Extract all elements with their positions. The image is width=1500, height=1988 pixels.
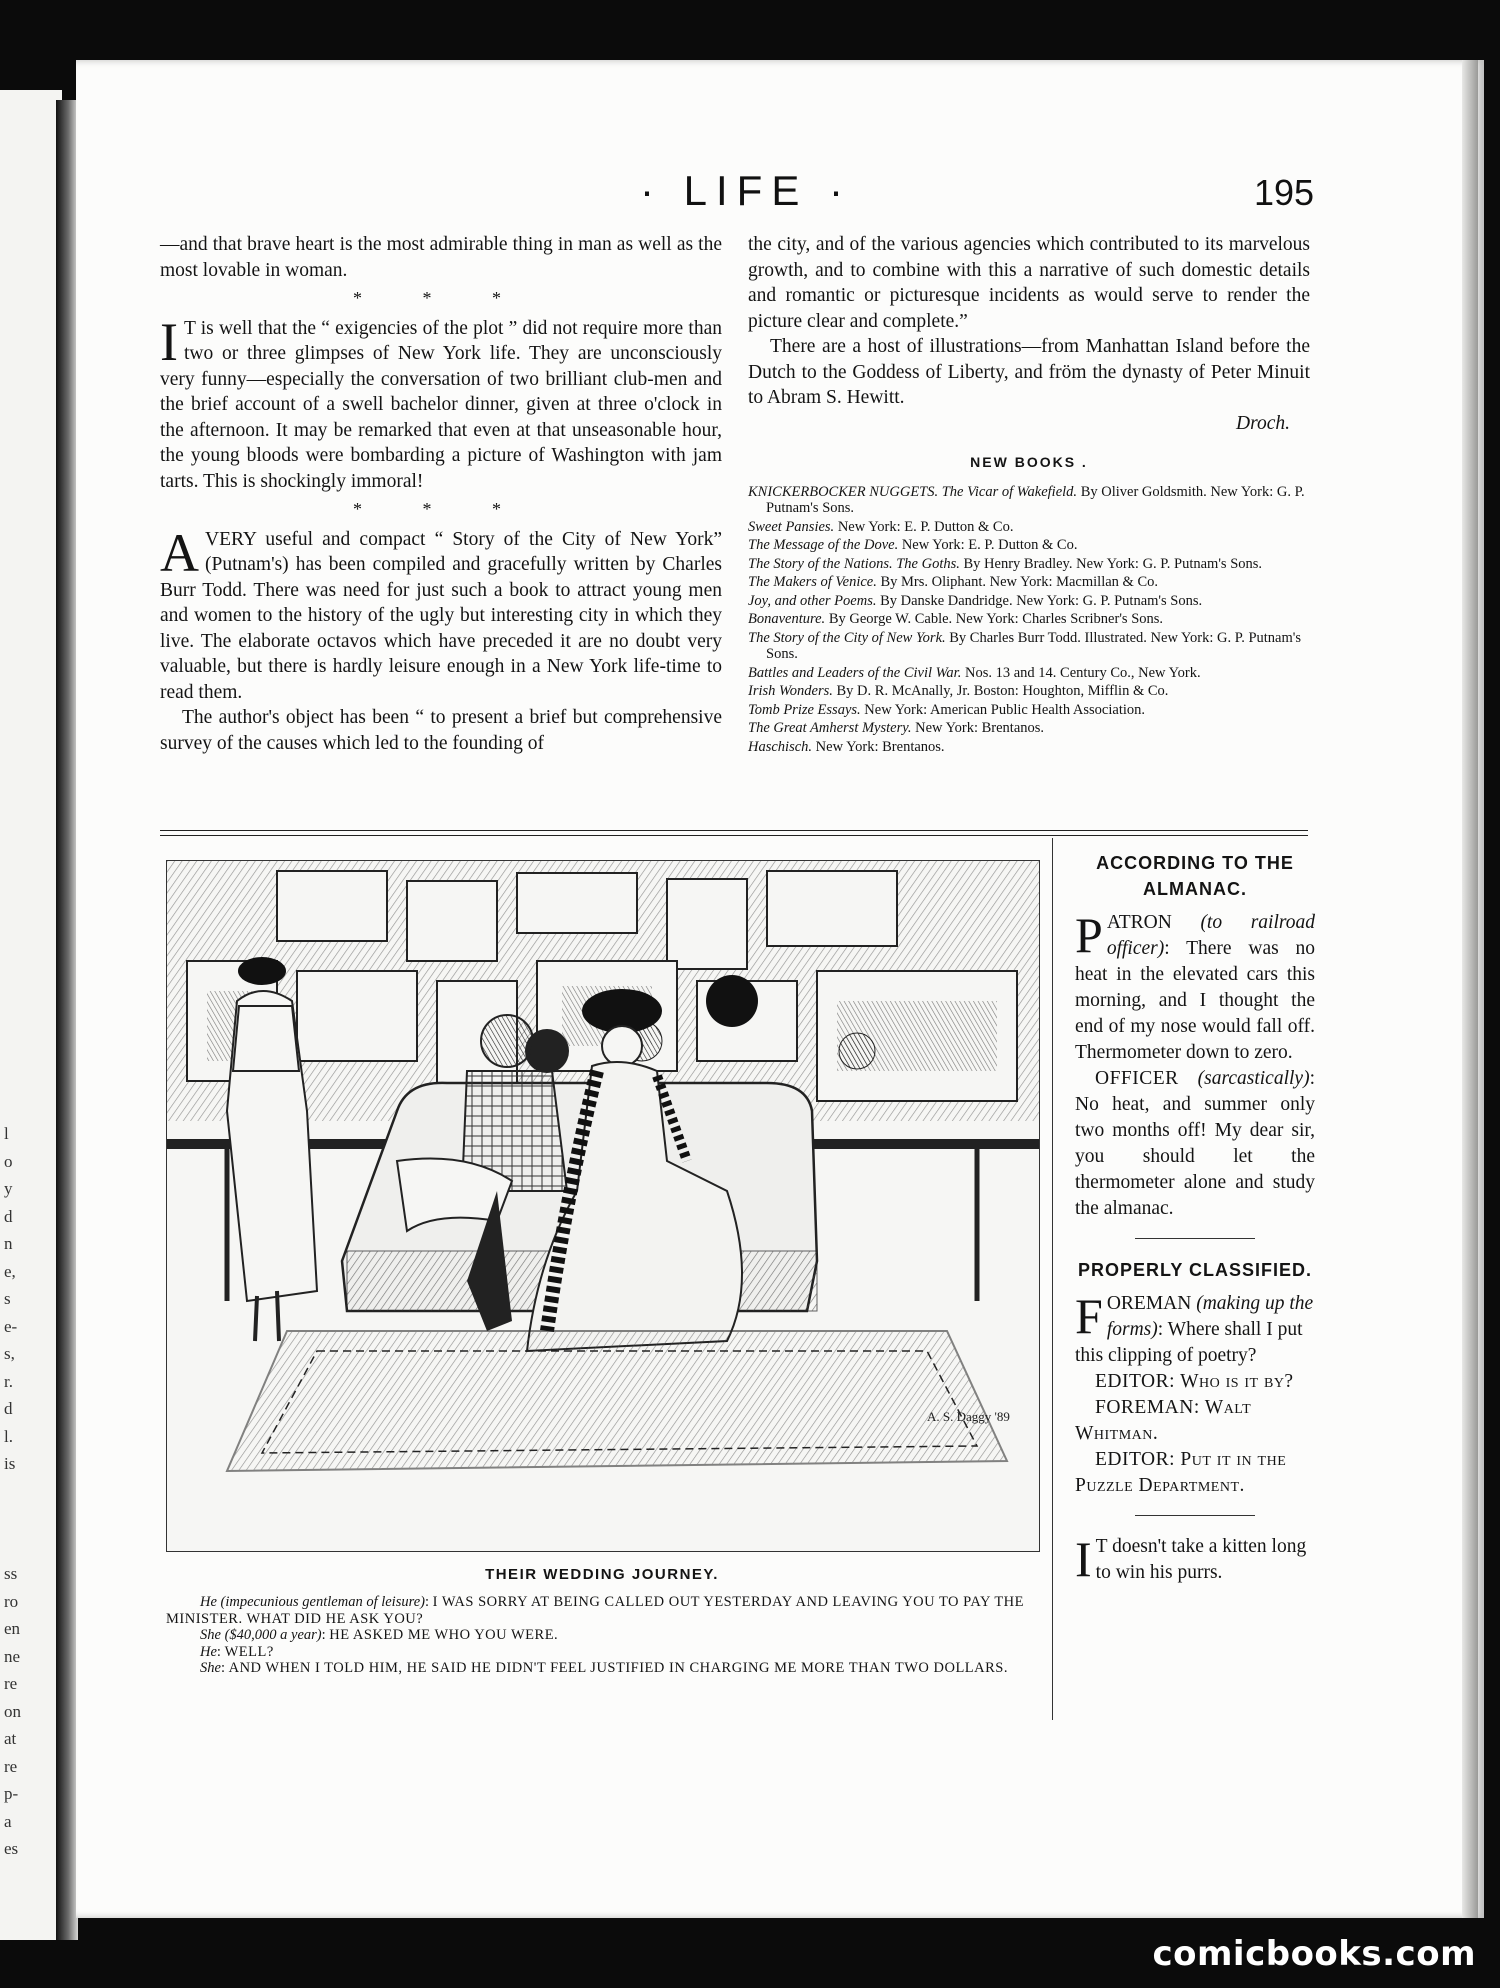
facing-page-letter: l [4, 1124, 9, 1143]
facing-page-letter: s, [4, 1344, 15, 1363]
facing-page-letter: a [4, 1811, 12, 1831]
facing-page-letter: d [4, 1206, 13, 1226]
new-books-list [748, 484, 1310, 756]
editor-line-1: EDITOR: Who is it by? [1095, 1371, 1294, 1392]
facing-page-letter: s [4, 1289, 11, 1308]
foreman-speaker: OREMAN [1106, 1293, 1192, 1314]
book-entry [748, 739, 1310, 756]
book-title: Bonaventure. [748, 611, 826, 627]
wedding-journey-drawing [167, 861, 1039, 1551]
book-entry [748, 593, 1310, 610]
book-publisher: By Charles Burr Todd. Illustrated. New York: G. P. Putnam's Sons. [766, 629, 1302, 662]
officer-stage-note: (sarcastically) [1197, 1068, 1310, 1089]
book-title: Haschisch. [748, 738, 813, 755]
book-title: Joy, and other Poems. [748, 592, 877, 609]
foreman-line-2: FOREMAN: Walt Whitman. [1075, 1397, 1252, 1444]
sidebar-column [1075, 850, 1315, 1586]
section-stars: * * * [353, 288, 529, 308]
book-entry [748, 519, 1310, 536]
book-entry [748, 556, 1310, 573]
facing-page-letter: ne [4, 1646, 21, 1666]
dialog-text: AND WHEN I TOLD HIM, HE SAID HE DIDN'T FEEL JUSTIFIED IN CHARGING ME MORE THAN TWO DOLLARS. [228, 1660, 1008, 1676]
book-entry [748, 484, 1310, 517]
book-gutter [56, 100, 78, 1940]
masthead-title: · LIFE · [640, 167, 853, 214]
cartoon-illustration [166, 860, 1040, 1552]
right-paragraph-2: There are a host of illustrations—from Manhattan Island before the Dutch to the Goddess of Liberty, and fröm the dynasty of Peter Minuit to Abram S. Hewitt. [748, 336, 1310, 408]
facing-page-letter: ro [4, 1591, 19, 1611]
kitten-text: T doesn't take a kitten long to win his purrs. [1095, 1536, 1307, 1583]
dialog-text: WELL? [224, 1643, 274, 1660]
officer-speaker: OFFICER [1095, 1068, 1179, 1089]
facing-page-letters [4, 1120, 21, 1863]
dialog-speaker: He [200, 1594, 217, 1610]
book-publisher: New York: Brentanos. [812, 738, 945, 755]
facing-page-letter: ss [4, 1564, 18, 1583]
dialog-text: I WAS SORRY AT BEING CALLED OUT YESTERDAY AND LEAVING YOU TO PAY THE MINISTER. WHAT DID HE ASK YOU? [166, 1594, 1025, 1627]
facing-page-letter: r. [4, 1371, 13, 1391]
book-title: Irish Wonders. [748, 683, 833, 699]
facing-page-letter [4, 1505, 21, 1533]
facing-page-letter: d [4, 1399, 13, 1418]
new-books-heading: NEW BOOKS . [970, 454, 1088, 470]
facing-page-letter: is [4, 1454, 16, 1473]
dialog-line: She: AND WHEN I TOLD HIM, HE SAID HE DIDN'T FEEL JUSTIFIED IN CHARGING ME MORE THAN TWO DOLLARS. [200, 1660, 1008, 1676]
section-rule-top [160, 830, 1308, 831]
facing-page-letter: l. [4, 1426, 13, 1446]
review-signature: Droch. [1236, 412, 1290, 434]
right-paragraph-1: the city, and of the various agencies which contributed to its marvelous growth, and to combine with this a narrative of such domestic details and romantic or picturesque incidents as would serve to render the picture clear and complete.” [748, 234, 1310, 332]
book-publisher: New York: American Public Health Association. [860, 701, 1146, 718]
illustration-caption-title: THEIR WEDDING JOURNEY. [485, 1566, 719, 1583]
facing-page-letter [4, 1533, 21, 1561]
page-edge-shadow [1462, 60, 1478, 1918]
facing-page-edge [0, 90, 62, 1940]
book-entry [748, 683, 1310, 700]
classified-paragraph-1 [1075, 1288, 1315, 1369]
book-publisher: By Henry Bradley. New York: G. P. Putnam's Sons. [959, 555, 1263, 572]
left-paragraph-4: The author's object has been “ to present a brief but comprehensive survey of the causes which led to the founding of [160, 707, 722, 754]
book-title: Battles and Leaders of the Civil War. [748, 664, 962, 681]
editor-line-2: EDITOR: Put it in the Puzzle Department. [1075, 1449, 1287, 1496]
dialog-text: HE ASKED ME WHO YOU WERE. [329, 1627, 559, 1643]
book-publisher: New York: E. P. Dutton & Co. [898, 537, 1078, 553]
book-title: Tomb Prize Essays. [748, 701, 861, 718]
left-paragraph-3-text: VERY useful and compact “ Story of the City of New York” (Putnam's) has been compiled and gracefully written by Charles Burr Todd. There was need for just such a book to attract young men and women to the history of the ugly but interesting city in which they live. The elaborate octavos which have preceded it are no doubt very valuable, but there is hardly leisure enough in a New York life-time to read them. [160, 528, 722, 703]
almanac-paragraph-1 [1075, 907, 1315, 1066]
left-paragraph-1: —and that brave heart is the most admirable thing in man as well as the most lovable in woman. [160, 234, 722, 281]
artist-signature: A. S. Daggy '89 [927, 1409, 1010, 1424]
book-title: The Great Amherst Mystery. [748, 720, 912, 736]
book-title: The Message of the Dove. [748, 537, 899, 553]
book-entry [748, 611, 1310, 628]
dialog-speaker: She [200, 1660, 221, 1676]
facing-page-letter: at [4, 1729, 17, 1748]
dialog-note: ($40,000 a year) [220, 1627, 322, 1643]
almanac-heading: ACCORDING TO THE ALMANAC. [1096, 853, 1294, 899]
book-title: KNICKERBOCKER NUGGETS. The Vicar of Wakefield. [748, 483, 1078, 500]
almanac-paragraph-2 [1075, 1066, 1315, 1222]
facing-page-letter: y [4, 1179, 13, 1198]
section-stars: * * * [353, 499, 529, 519]
facing-page-letter: es [4, 1839, 19, 1858]
dialog-speaker: He [200, 1643, 217, 1660]
facing-page-letter: on [4, 1701, 21, 1721]
book-entry [748, 702, 1310, 719]
facing-page-letter: p- [4, 1784, 19, 1803]
classified-heading: PROPERLY CLASSIFIED. [1077, 1260, 1313, 1280]
foreman-stage-note: (making up the forms) [1106, 1293, 1314, 1340]
drop-cap: A [160, 522, 199, 583]
left-paragraph-2-text: T is well that the “ exigencies of the plot ” did not require more than two or three glimpses of New York life. They are unconsciously very funny—especially the conversation of two brilliant club-men and the brief account of a swell bachelor dinner, given at three o'clock in the afternoon. It may be remarked that even at that unseasonable hour, the young bloods were bombarding a picture of Washington with jam tarts. This is shockingly immoral! [160, 317, 722, 492]
sidebar-divider [1135, 1515, 1255, 1516]
book-title: Sweet Pansies. [748, 518, 835, 535]
illustration-dialog [166, 1594, 1050, 1677]
book-title: The Makers of Venice. [748, 574, 877, 590]
dialog-line: She ($40,000 a year): HE ASKED ME WHO YOU WERE. [200, 1627, 559, 1643]
book-title: The Story of the City of New York. [748, 629, 946, 646]
book-entry [748, 574, 1310, 591]
book-publisher: New York: E. P. Dutton & Co. [834, 518, 1014, 535]
almanac-speaker: ATRON [1106, 912, 1172, 933]
book-publisher: Nos. 13 and 14. Century Co., New York. [961, 664, 1201, 681]
drop-cap: I [160, 311, 178, 372]
book-publisher: New York: Brentanos. [911, 720, 1045, 736]
facing-page-letter: re [4, 1756, 18, 1776]
facing-page-letter: e, [4, 1261, 16, 1281]
book-entry [748, 630, 1310, 663]
book-entry [748, 537, 1310, 554]
source-watermark: comicbooks.com [1152, 1934, 1476, 1974]
facing-page-letter: e- [4, 1316, 18, 1336]
facing-page-letter: o [4, 1151, 13, 1171]
dialog-speaker: She [200, 1627, 221, 1643]
book-publisher: By D. R. McAnally, Jr. Boston: Houghton, Mifflin & Co. [832, 683, 1169, 699]
dialog-line: He: WELL? [200, 1643, 274, 1660]
left-column [160, 232, 722, 756]
almanac-stage-note: (to railroad officer) [1106, 912, 1315, 959]
page-number: 195 [1254, 172, 1315, 213]
book-entry [748, 665, 1310, 682]
facing-page-letter [4, 1478, 21, 1506]
kitten-joke [1075, 1531, 1315, 1587]
facing-page-letter: n [4, 1234, 13, 1253]
left-paragraph-3 [160, 522, 722, 706]
foreman-line: : Where shall I put this clipping of poetry? [1075, 1319, 1303, 1366]
book-title: The Story of the Nations. The Goths. [748, 555, 960, 572]
section-rule-bottom [160, 835, 1308, 836]
drop-cap: I [1075, 1531, 1092, 1587]
left-paragraph-2 [160, 311, 722, 495]
book-publisher: By George W. Cable. New York: Charles Scribner's Sons. [825, 611, 1164, 627]
sidebar-divider [1135, 1238, 1255, 1239]
almanac-line: : There was no heat in the elevated cars this morning, and I thought the end of my nose would fall off. Thermometer down to zero. [1075, 938, 1315, 1063]
right-column [748, 232, 1310, 757]
facing-page-letter: re [4, 1674, 18, 1693]
drop-cap: F [1075, 1288, 1103, 1344]
dialog-note: (impecunious gentleman of leisure) [216, 1594, 425, 1610]
officer-line: : No heat, and summer only two months off! My dear sir, you should let the thermometer alone and study the almanac. [1075, 1068, 1315, 1219]
book-publisher: By Oliver Goldsmith. New York: G. P. Putnam's Sons. [766, 483, 1305, 516]
book-publisher: By Mrs. Oliphant. New York: Macmillan & Co. [876, 574, 1158, 590]
book-publisher: By Danske Dandridge. New York: G. P. Putnam's Sons. [876, 592, 1203, 609]
drop-cap: P [1075, 907, 1103, 963]
dialog-line: He (impecunious gentleman of leisure): I WAS SORRY AT BEING CALLED OUT YESTERDAY AND LEAVING YOU TO PAY THE MINISTER. WHAT DID HE ASK YOU? [166, 1594, 1025, 1627]
column-divider [1052, 838, 1053, 1720]
facing-page-letter: en [4, 1619, 21, 1638]
book-entry [748, 720, 1310, 737]
